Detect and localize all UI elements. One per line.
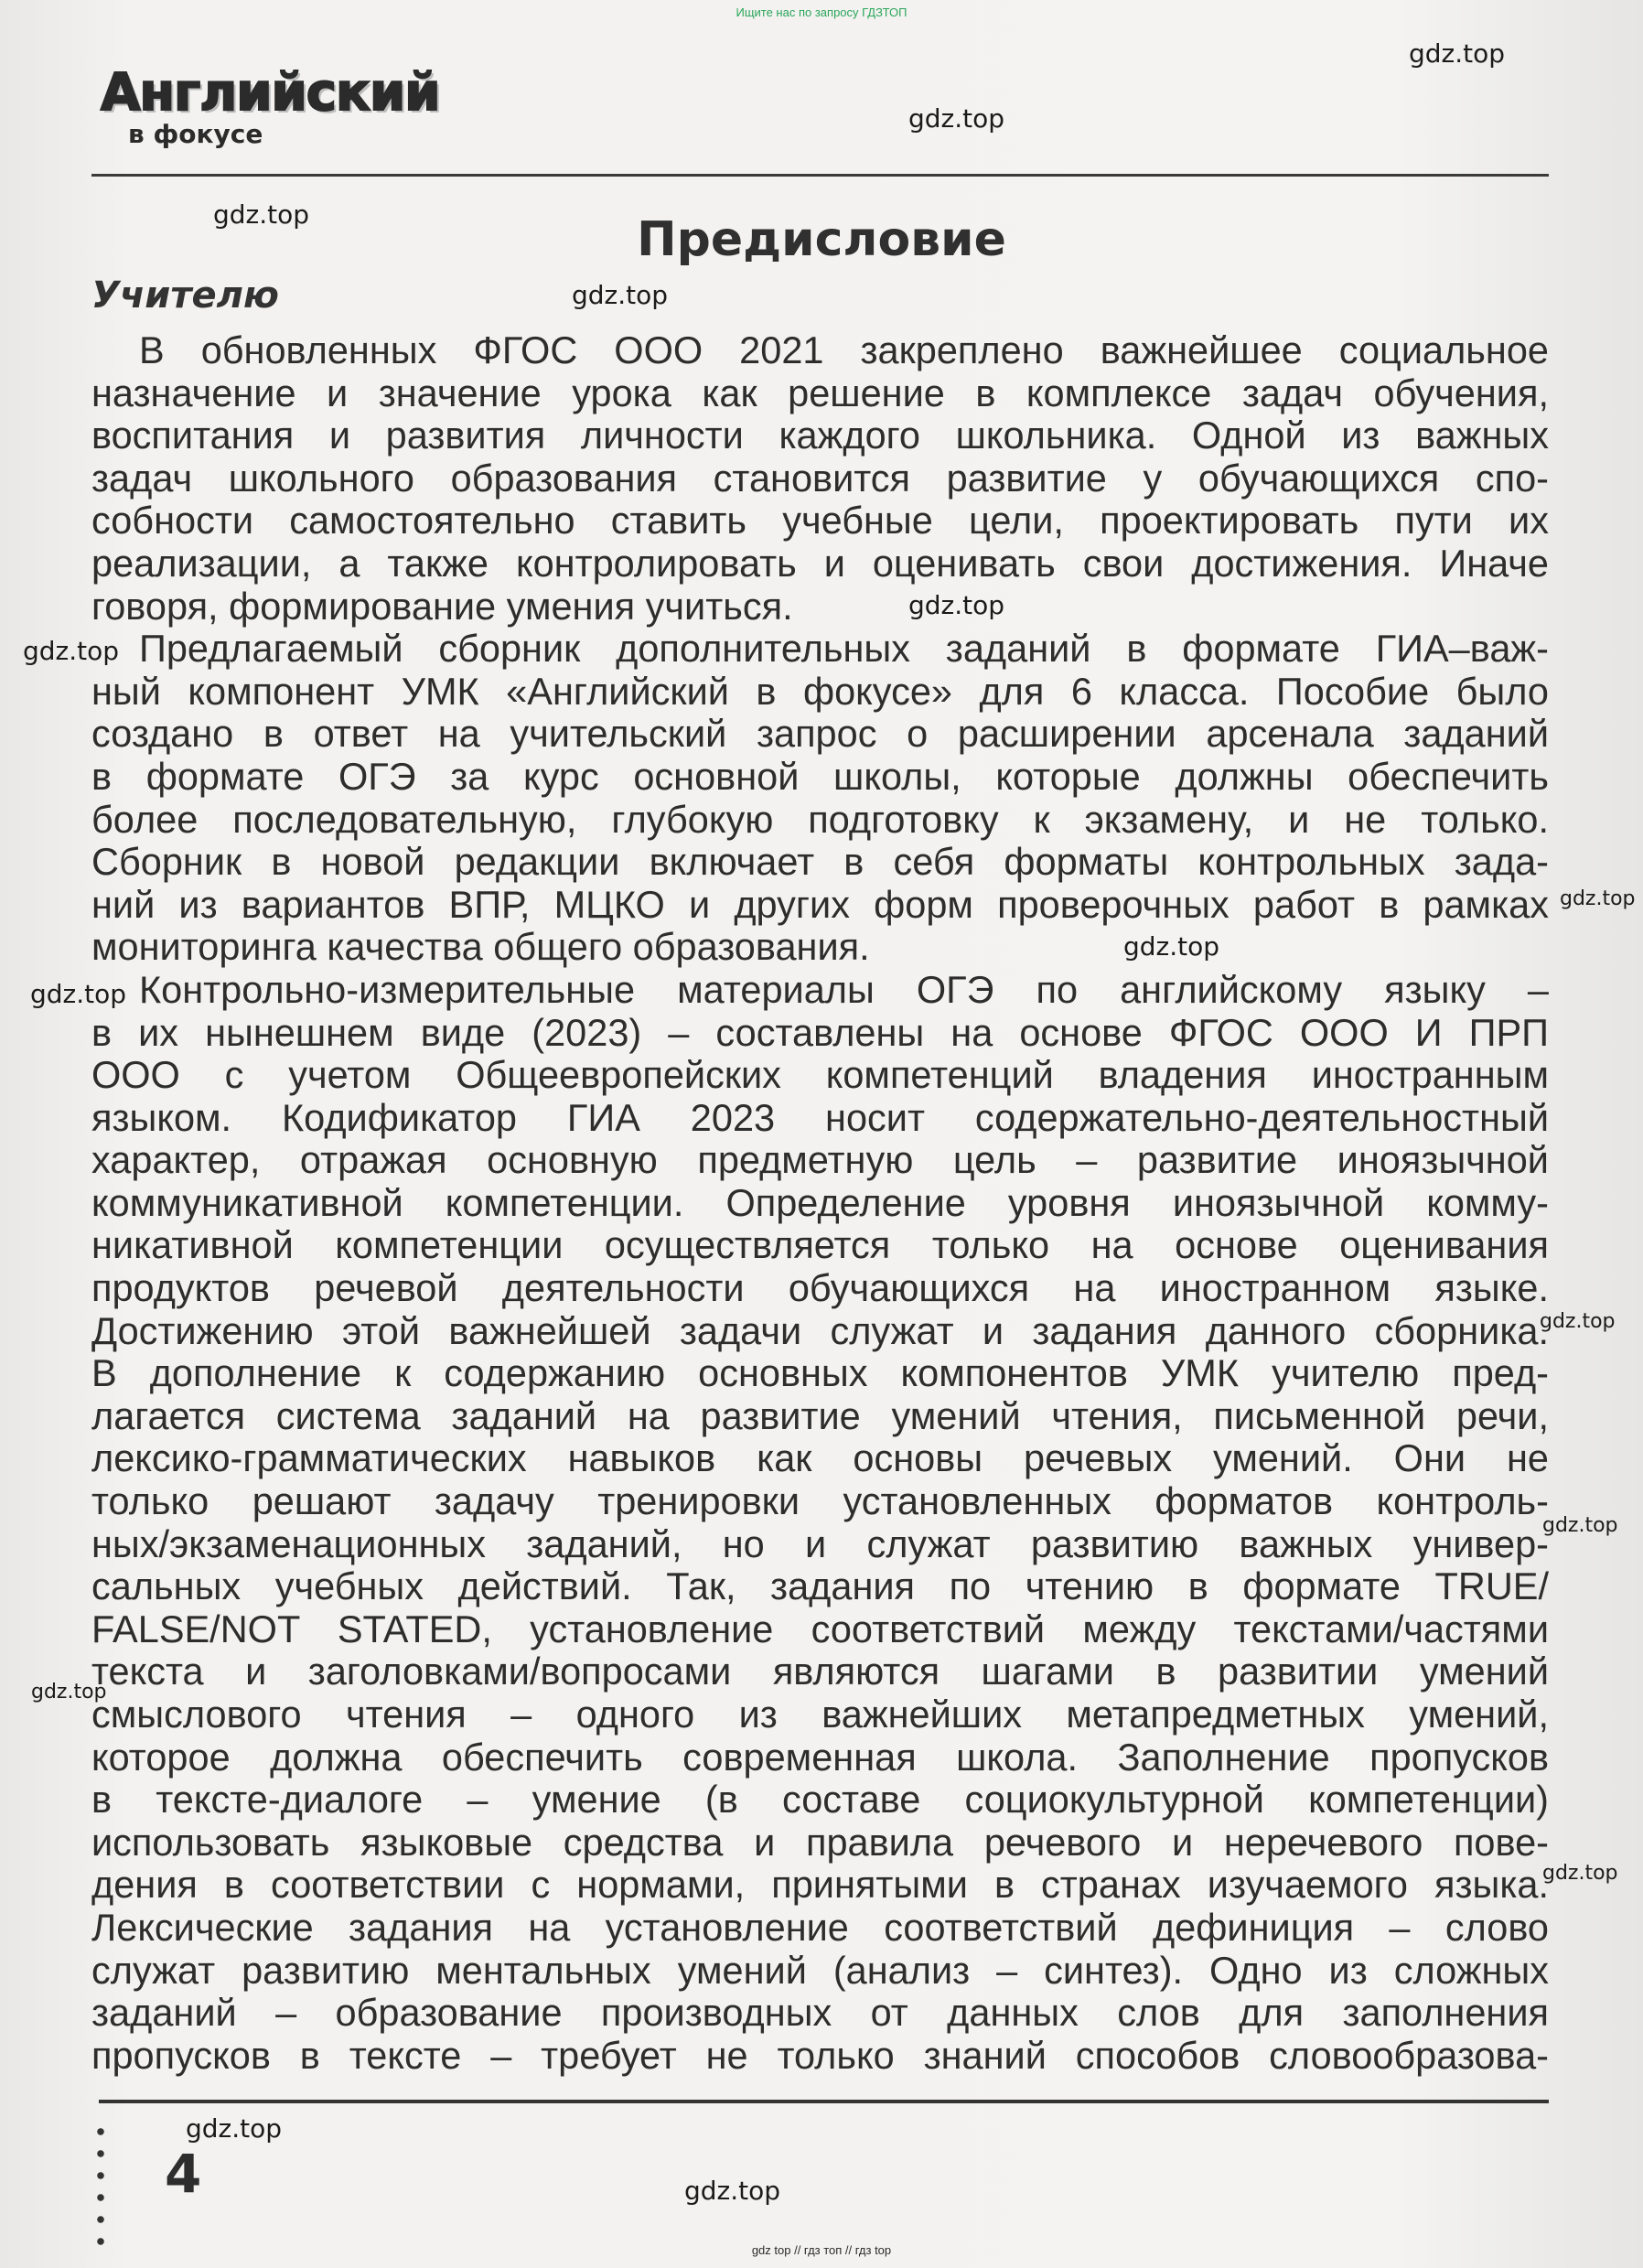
watermark: gdz.top — [684, 2176, 781, 2206]
watermark: gdz.top — [23, 636, 120, 666]
text-line: лексико-грамматических навыков как основы речевых умений. Они не — [91, 1436, 1549, 1480]
watermark: gdz.top — [908, 590, 1005, 620]
header-rule — [91, 174, 1549, 177]
text-line: текста и заголовками/вопросами являются шагами в развитии умений — [91, 1650, 1549, 1693]
page-number: 4 — [165, 2143, 202, 2205]
text-line: заданий – образование производных от данных слов для заполнения — [91, 1991, 1549, 2035]
body-text — [91, 329, 1549, 2077]
text-line: воспитания и развития личности каждого школьника. Одной из важных — [91, 414, 1549, 457]
logo-subtitle: в фокусе — [128, 119, 263, 149]
footer-rule — [99, 2100, 1549, 2103]
text-line: дения в соответствии с нормами, принятыми в странах изучаемого языка. — [91, 1863, 1549, 1907]
watermark: gdz.top — [31, 1681, 107, 1704]
page-title: Предисловие — [637, 212, 1006, 267]
text-line: в их нынешнем виде (2023) – составлены на основе ФГОС ООО И ПРП — [91, 1010, 1549, 1054]
text-line: более последовательную, глубокую подготовку к экзамену, и не только. — [91, 797, 1549, 841]
text-line: Лексические задания на установление соответствий дефиниция – слово — [91, 1905, 1549, 1949]
text-line: задач школьного образования становится развитие у обучающихся спо- — [91, 456, 1549, 500]
text-line: ных/экзаменационных заданий, но и служат развитию важных универ- — [91, 1521, 1549, 1565]
watermark: gdz.top — [30, 979, 127, 1009]
dotted-margin — [95, 2121, 106, 2258]
text-line: собности самостоятельно ставить учебные цели, проектировать пути их — [91, 499, 1549, 543]
watermark: gdz.top — [572, 280, 669, 310]
text-line: Контрольно-измерительные материалы ОГЭ по английскому языку – — [139, 967, 1549, 1011]
watermark: gdz.top — [1542, 1514, 1618, 1537]
text-line: служат развитию ментальных умений (анализ – синтез). Одно из сложных — [91, 1948, 1549, 1992]
text-line: В обновленных ФГОС ООО 2021 закреплено важнейшее социальное — [139, 328, 1549, 371]
text-line: ный компонент УМК «Английский в фокусе» для 6 класса. Пособие было — [91, 669, 1549, 713]
text-line: создано в ответ на учительский запрос о расширении арсенала заданий — [91, 712, 1549, 756]
section-subhead: Учителю — [91, 274, 279, 317]
text-line: ООО с учетом Общеевропейских компетенций владения иностранным — [91, 1053, 1549, 1097]
text-line: Предлагаемый сборник дополнительных заданий в формате ГИА–важ- — [139, 627, 1549, 671]
text-line: пропусков в тексте – требует не только знаний способов словообразова- — [91, 2033, 1549, 2077]
text-line: назначение и значение урока как решение в комплексе задач обучения, — [91, 371, 1549, 414]
text-line: коммуникативной компетенции. Определение уровня иноязычной комму- — [91, 1180, 1549, 1224]
series-logo — [101, 63, 440, 149]
top-note: Ищите нас по запросу ГДЗТОП — [736, 5, 907, 19]
watermark: gdz.top — [1409, 38, 1506, 69]
text-line: FALSE/NOT STATED, установление соответствий между текстами/частями — [91, 1607, 1549, 1650]
text-line: лагается система заданий на развитие умений чтения, письменной речи, — [91, 1393, 1549, 1437]
watermark: gdz.top — [1542, 1862, 1618, 1885]
watermark: gdz.top — [1560, 887, 1636, 910]
bottom-note: gdz top // гдз топ // гдз top — [751, 2243, 892, 2257]
text-line: в тексте-диалоге – умение (в составе социокультурной компетенции) — [91, 1778, 1549, 1822]
text-line: продуктов речевой деятельности обучающихся на иностранном языке. — [91, 1266, 1549, 1310]
logo-title: Английский — [101, 63, 440, 123]
text-line: которое должна обеспечить современная школа. Заполнение пропусков — [91, 1735, 1549, 1779]
text-line: никативной компетенции осуществляется только на основе оценивания — [91, 1223, 1549, 1267]
text-line: говоря, формирование умения учиться. — [91, 584, 793, 628]
text-line: мониторинга качества общего образования. — [91, 925, 870, 969]
text-line: сальных учебных действий. Так, задания по чтению в формате TRUE/ — [91, 1564, 1549, 1608]
watermark: gdz.top — [908, 103, 1005, 134]
watermark: gdz.top — [1123, 931, 1220, 962]
text-line: только решают задачу тренировки установленных форматов контроль- — [91, 1479, 1549, 1523]
watermark: gdz.top — [1540, 1310, 1616, 1333]
text-line: смыслового чтения – одного из важнейших метапредметных умений, — [91, 1693, 1549, 1736]
watermark: gdz.top — [213, 199, 310, 230]
text-line: использовать языковые средства и правила речевого и неречевого пове- — [91, 1820, 1549, 1864]
text-line: ний из вариантов ВПР, МЦКО и других форм проверочных работ в рамках — [91, 882, 1549, 926]
text-line: В дополнение к содержанию основных компонентов УМК учителю пред- — [91, 1351, 1549, 1395]
text-line: Сборник в новой редакции включает в себя форматы контрольных зада- — [91, 840, 1549, 884]
watermark: gdz.top — [186, 2113, 283, 2144]
text-line: в формате ОГЭ за курс основной школы, которые должны обеспечить — [91, 754, 1549, 798]
text-line: реализации, а также контролировать и оценивать свои достижения. Иначе — [91, 541, 1549, 585]
text-line: языком. Кодификатор ГИА 2023 носит содержательно-деятельностный — [91, 1095, 1549, 1139]
text-line: Достижению этой важнейшей задачи служат и задания данного сборника. — [91, 1308, 1549, 1352]
text-line: характер, отражая основную предметную цель – развитие иноязычной — [91, 1138, 1549, 1182]
